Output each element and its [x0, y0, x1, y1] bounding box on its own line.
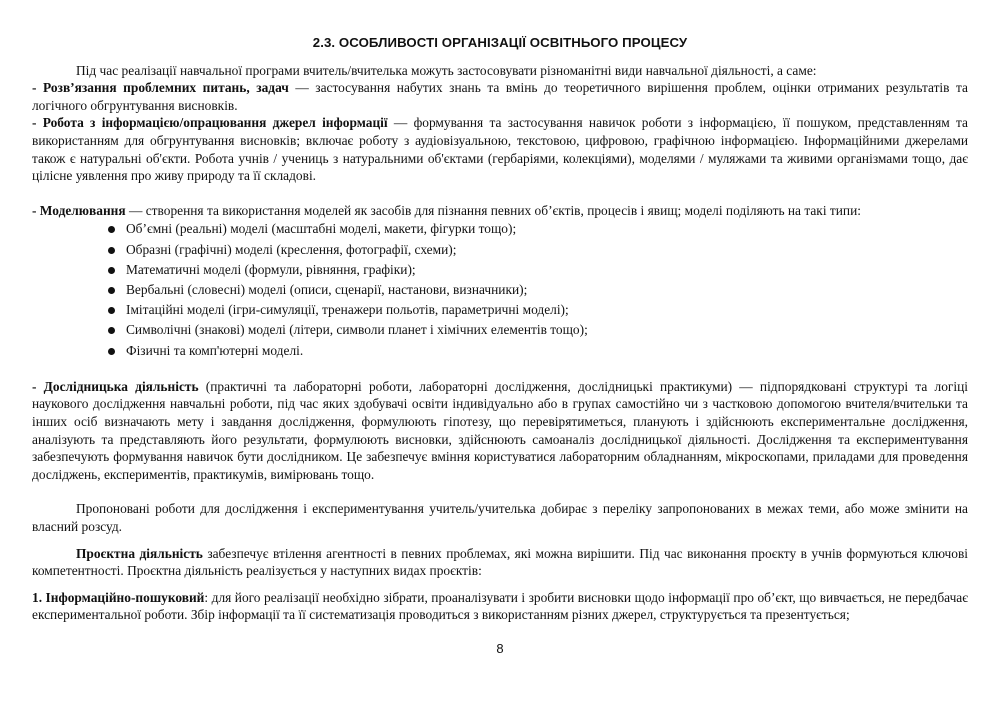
info-work-term: - Робота з інформацією/опрацювання джерел інформації	[32, 115, 388, 131]
model-types-list	[32, 219, 968, 360]
document-page	[32, 34, 968, 624]
bullet-icon	[108, 287, 115, 294]
intro-paragraph: Під час реалізації навчальної програми вчитель/вчителька можуть застосовувати різноманітні види навчальної діяльності, а саме:	[76, 62, 817, 78]
bullet-icon	[108, 247, 115, 254]
bullet-icon	[108, 267, 115, 274]
research-term: - Дослідницька діяльність	[32, 378, 199, 394]
bullet-icon	[108, 307, 115, 314]
list-item: Образні (графічні) моделі (креслення, фотографії, схеми);	[108, 240, 968, 260]
list-item: Вербальні (словесні) моделі (описи, сценарії, настанови, визначники);	[108, 280, 968, 300]
modeling-term: - Моделювання	[32, 202, 126, 218]
bullet-icon	[108, 348, 115, 355]
research-paragraph	[32, 378, 968, 484]
bullet-icon	[108, 226, 115, 233]
project-paragraph	[32, 545, 968, 580]
list-item: Імітаційні моделі (ігри-симуляції, тренажери польотів, параметричні моделі);	[108, 300, 968, 320]
proposed-works-paragraph: Пропоновані роботи для дослідження і експериментування учитель/учителька добирає з переліку запропонованих в межах теми, або може змінити на власний розсуд.	[32, 501, 968, 534]
info-work-paragraph	[32, 114, 968, 184]
list-item: Символічні (знакові) моделі (літери, символи планет і хімічних елементів тощо);	[108, 320, 968, 340]
project-text: забезпечує втілення агентності в певних проблемах, які можна вирішити. Під час виконання проєкту в учнів формуються ключові компетентності. Проєктна діяльність реалізується у наступних видах проєктів:	[32, 545, 968, 579]
problem-solving-text: — застосування набутих знань та вмінь до теоретичного вирішення проблем, оцінки отриманих результатів та логічного обгрунтування висновків.	[32, 80, 968, 113]
modeling-paragraph	[32, 202, 968, 220]
problem-solving-paragraph	[32, 79, 968, 114]
info-search-term: 1. Інформаційно-пошуковий	[32, 589, 205, 605]
info-search-text: : для його реалізації необхідно зібрати, проаналізувати і зробити висновки щодо інформації про об’єкт, що вивчається, не передбачає експериментальної роботи. Збір інформації та її систематизація проводиться з використанням різних джерел, структурується та презентується;	[32, 589, 968, 623]
research-text: (практичні та лабораторні роботи, лабораторні дослідження, дослідницькі практикуми) — підпорядковані структурі та логіці наукового дослідження навчальні роботи, під час яких здобувачі освіти індивідуально або в групах самостійно чи з частковою допомогою вчителя/вчительки та інших осіб визначають мету і завдання дослідження, формулюють гіпотезу, що перевірятиметься, планують і здійснюють експериментальне дослідження, аналізують та представляють його результати, формулюють висновки, здійснюють самоаналіз дослідницької діяльності. Дослідження та експериментування забезпечують формування навичок бути дослідником. Це забезпечує вміння користуватися лабораторним обладнанням, мікроскопами, приладами для проведення досліджень, експериментів, практикумів, вимірювань тощо.	[32, 378, 968, 482]
modeling-text: — створення та використання моделей як засобів для пізнання певних об’єктів, процесів і явищ; моделі поділяють на такі типи:	[125, 202, 861, 218]
problem-solving-term: - Розв’язання проблемних питань, задач	[32, 80, 289, 96]
list-item: Математичні моделі (формули, рівняння, графіки);	[108, 260, 968, 280]
list-item: Об’ємні (реальні) моделі (масштабні моделі, макети, фігурки тощо);	[108, 219, 968, 239]
page-number: 8	[496, 641, 504, 656]
bullet-icon	[108, 327, 115, 334]
info-work-text: — формування та застосування навичок роботи з інформацією, її пошуком, представленням та використанням для обгрунтування висновків; включає роботу з аудіовізуальною, текстовою, цифровою, графічною інформацією. Інформаційними джерелами також є натуральні об'єкти. Робота учнів / учениць з натуральними об'єктами (гербаріями, колекціями), моделями / муляжами та живими організмами тощо, дає цілісне уявлення про живу природу та її складові.	[32, 115, 968, 184]
project-term: Проєктна діяльність	[76, 545, 203, 561]
info-search-paragraph	[32, 589, 968, 624]
section-title: 2.3. ОСОБЛИВОСТІ ОРГАНІЗАЦІЇ ОСВІТНЬОГО ПРОЦЕСУ	[312, 35, 688, 50]
list-item: Фізичні та комп'ютерні моделі.	[108, 341, 968, 361]
